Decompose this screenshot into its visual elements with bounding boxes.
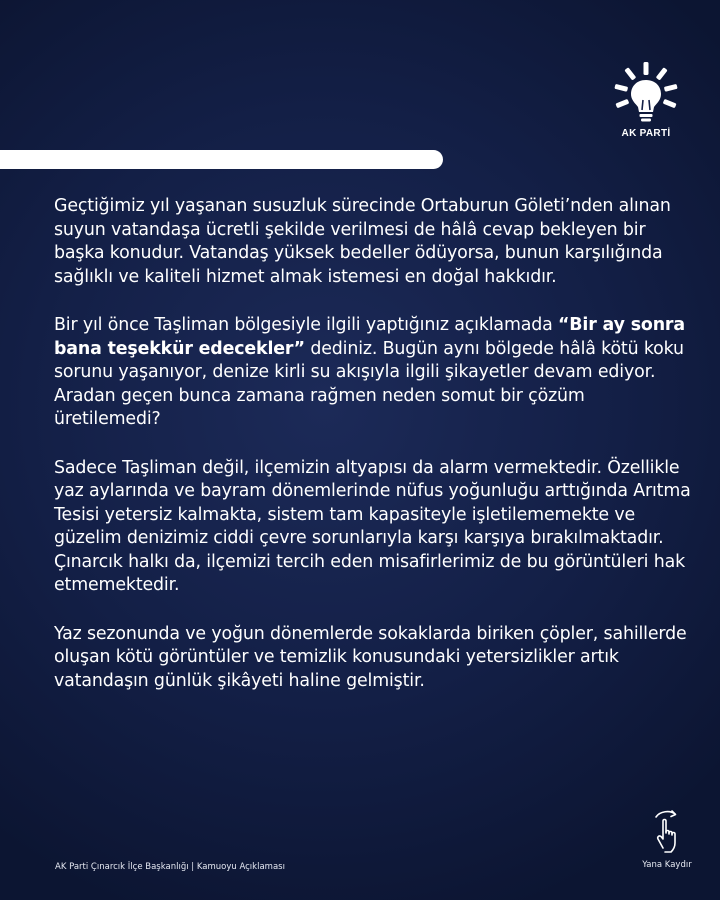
ak-parti-logo [612, 60, 680, 144]
ak-parti-logo-text: AK PARTİ [621, 128, 671, 139]
swipe-hint[interactable] [636, 808, 698, 870]
swipe-hand-icon [650, 808, 684, 858]
paragraph-4: Yaz sezonunda ve yoğun dönemlerde sokaklarda biriken çöpler, sahillerde oluşan kötü görüntüler ve temizlik konusundaki yetersizlikler artık vatandaşın günlük şikâyeti haline gelmiştir. [54, 623, 687, 691]
paragraph-3: Sadece Taşliman değil, ilçemizin altyapısı da alarm vermektedir. Özellikle yaz aylarında ve bayram dönemlerinde nüfus yoğunluğu arttığında Arıtma Tesisi yetersiz kalmakta, sistem tam kapasiteyle işletilememekte ve güzelim denizimiz ciddi çevre sorunlarıyla karşı karşıya bırakılmaktadır. Çınarcık halkı da, ilçemizi tercih eden misafirlerimiz de bu görüntüleri hak etmemektedir. [54, 457, 691, 595]
footer-caption: AK Parti Çınarcık İlçe Başkanlığı | Kamuoyu Açıklaması [55, 862, 285, 872]
accent-bar [0, 150, 443, 169]
paragraph-2 [54, 314, 694, 432]
statement-body [54, 195, 694, 718]
swipe-label: Yana Kaydır [642, 860, 692, 870]
ak-parti-lightbulb-icon [612, 60, 680, 124]
paragraph-2-intro: Bir yıl önce Taşliman bölgesiyle ilgili yaptığınız açıklamada [54, 315, 553, 335]
highlighted-quote: “Bir ay sonra bana teşekkür edecekler” [54, 315, 685, 359]
paragraph-1: Geçtiğimiz yıl yaşanan susuzluk sürecinde Ortaburun Göleti’nden alınan suyun vatandaşa ücretli şekilde verilmesi de hâlâ cevap bekleyen bir başka konudur. Vatandaş yüksek bedeller ödüyorsa, bunun karşılığında sağlıklı ve kaliteli hizmet almak istemesi en doğal hakkıdır. [54, 196, 671, 287]
paragraph-2-rest: dediniz. Bugün aynı bölgede hâlâ kötü koku sorunu yaşanıyor, denize kirli su akışıyla ilgili şikayetler devam ediyor. Aradan geçen bunca zamana rağmen neden somut bir çözüm üretilemedi? [54, 338, 684, 429]
